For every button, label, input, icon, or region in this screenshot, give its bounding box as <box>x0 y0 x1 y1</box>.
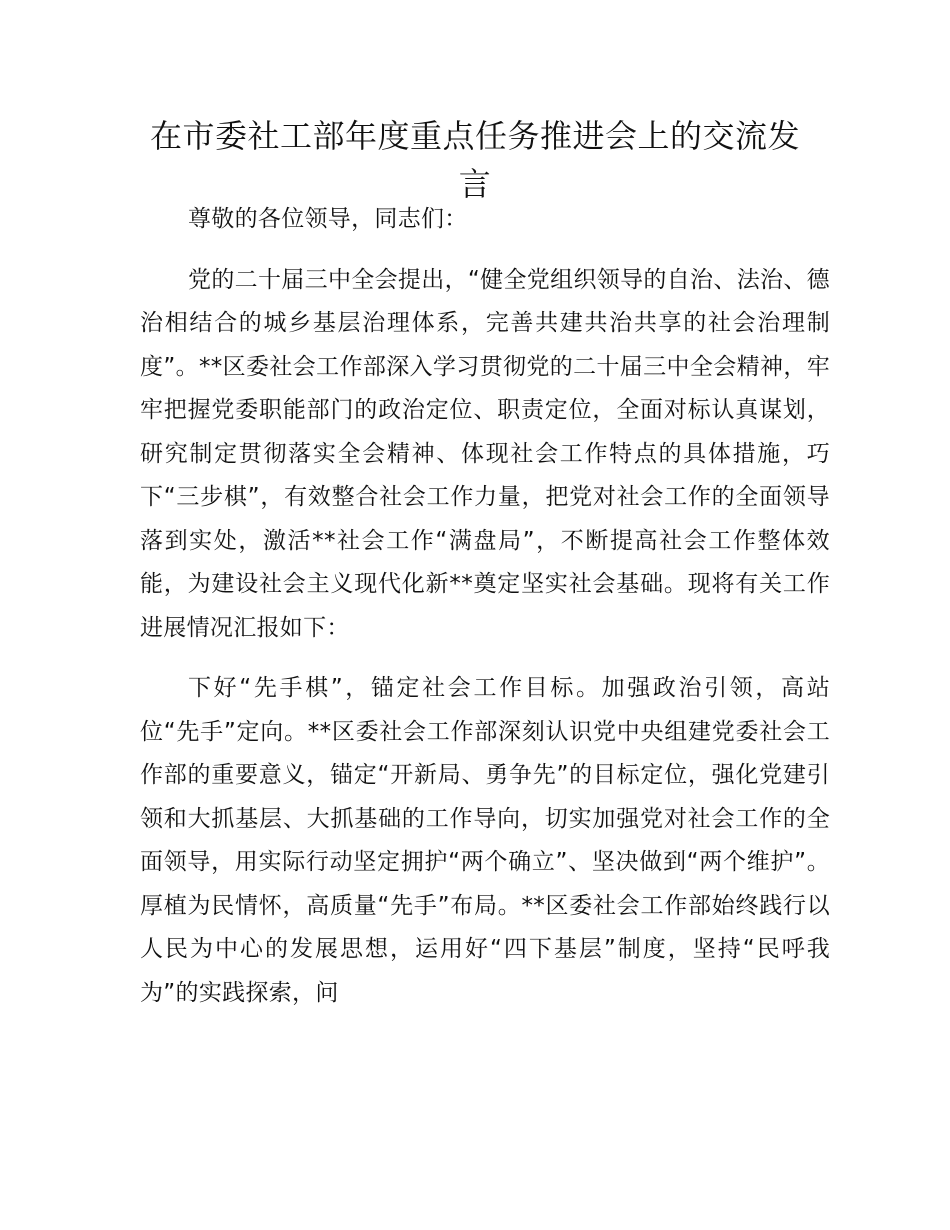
salutation-paragraph: 尊敬的各位领导，同志们： <box>188 206 468 232</box>
first-move-paragraph: 下好“先手棋”，锚定社会工作目标。加强政治引领，高站位“先手”定向。**区委社会工作部深刻认识党中央组建党委社会工作部的重要意义，锚定“开新局、勇争先”的目标定位，强化党建引领和大抓基层、大抓基础的工作导向，切实加强党对社会工作的全面领导，用实际行动坚定拥护“两个确立”、坚决做到“两个维护”。厚植为民情怀，高质量“先手”布局。**区委社会工作部始终践行以人民为中心的发展思想，运用好“四下基层”制度，坚持“民呼我为”的实践探索，问 <box>140 675 830 1006</box>
document-body <box>140 198 830 1032</box>
document-title: 在市委社工部年度重点任务推进会上的交流发言 <box>149 117 800 203</box>
intro-paragraph: 党的二十届三中全会提出，“健全党组织领导的自治、法治、德治相结合的城乡基层治理体系，完善共建共治共享的社会治理制度”。**区委社会工作部深入学习贯彻党的二十届三中全会精神，牢牢把握党委职能部门的政治定位、职责定位，全面对标认真谋划，研究制定贯彻落实全会精神、体现社会工作特点的具体措施，巧下“三步棋”，有效整合社会工作力量，把党对社会工作的全面领导落到实处，激活**社会工作“满盘局”，不断提高社会工作整体效能，为建设社会主义现代化新**奠定坚实社会基础。现将有关工作进展情况汇报如下： <box>140 266 830 641</box>
